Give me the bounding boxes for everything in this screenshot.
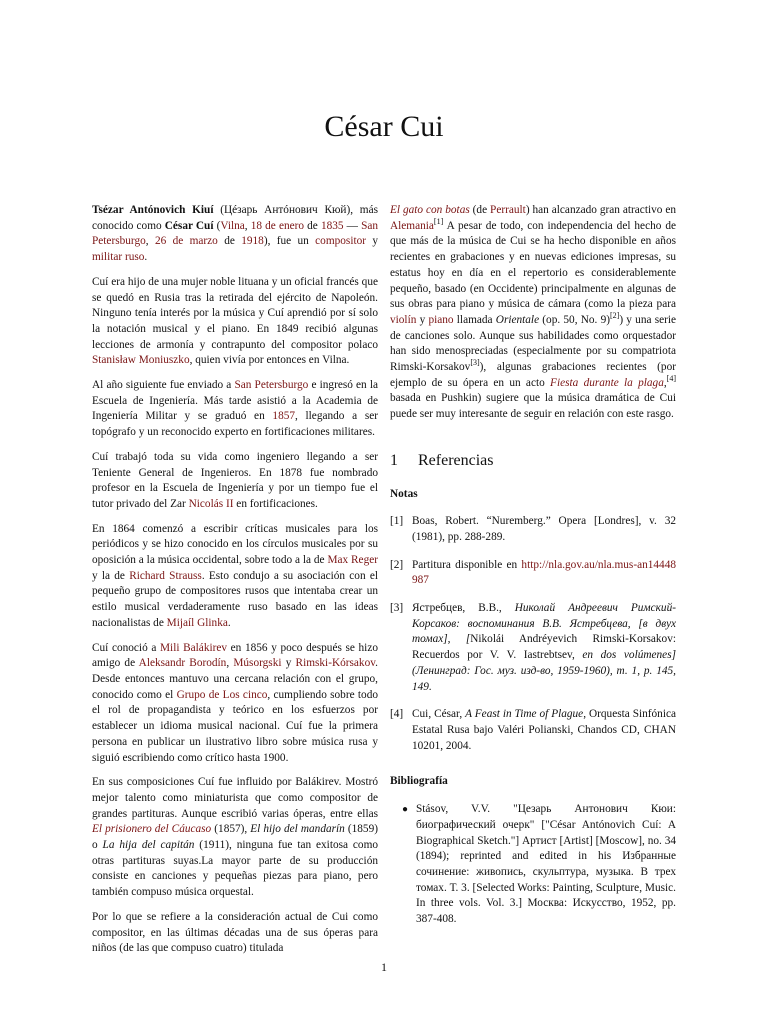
note-item: [4] Cui, César, A Feast in Time of Plague, Orquesta Sinfónica Estatal Rusa bajo Valéri Polianski, Chandos CD, CHAN 10201, 2004.: [390, 708, 676, 752]
link-moniuszko[interactable]: Stanisław Moniuszko: [92, 354, 190, 367]
link-1857[interactable]: 1857: [272, 410, 296, 423]
link-ruso[interactable]: ruso: [124, 251, 145, 264]
section-heading-referencias: 1 Referencias: [390, 451, 494, 469]
link-nla-score[interactable]: http://nla.gov.au/nla.mus-an14448987: [412, 558, 676, 587]
link-violin[interactable]: violín: [390, 313, 417, 326]
link-militar[interactable]: militar: [92, 251, 123, 264]
paragraph: Cuí era hijo de una mujer noble lituana y un oficial francés que se quedó en Rusia tras la retirada del ejército de Napoleón. Ninguno tenía interés por la música y Cuí aprendió por sí solo la notación musical y el piano. En 1849 recibió algunas lecciones de armonía y contrapunto del compositor polaco Stanisław Moniuszko, quien vivía por entonces en Vilna.: [92, 275, 378, 367]
paragraph: Cuí conoció a Mili Balákirev en 1856 y poco después se hizo amigo de Aleksandr Borodín, Músorgski y Rimski-Kórsakov. Desde entonces mantuvo una cercana relación con el grupo, conocido como el Grupo de Los cinco, cumpliendo sobre todo el rol de propagandista y teórico en los esfuerzos por establecer un idioma musical nacional. Cuí fue la primera persona en publicar un ilustrativo libro sobre música rusa y siguió escribiendo como crítico hasta 1900.: [92, 641, 378, 764]
footnote-3[interactable]: [3]: [470, 358, 480, 368]
link-1918[interactable]: 1918: [241, 235, 264, 248]
link-san-petersburgo[interactable]: San Petersburgo: [92, 219, 379, 248]
link-1835[interactable]: 1835: [320, 219, 344, 232]
link-borodin[interactable]: Aleksandr Borodín: [138, 657, 227, 670]
note-item: [1] Boas, Robert. “Nuremberg.” Opera [Londres], v. 32 (1981), pp. 288-289.: [390, 515, 676, 543]
bibliography-item: ● Stásov, V.V. "Цезарь Антонович Кюи: биографический очерк" ["César Antónovich Cuí: A Biographical Sketch."] Артист [Artist] [Moscow], no. 34 (1894); reprinted and edited in his Избранные сочинение: живопись, скульптура, музыка. В трех томах. Т. 3. [Selected Works: Painting, Sculpture, Music. In three vols. Vol. 3.] Москва: Искусство, 1952, pp. 387-408.: [402, 802, 676, 928]
paragraph: Al año siguiente fue enviado a San Petersburgo e ingresó en la Escuela de Ingeniería. Más tarde asistió a la Academia de Ingeniería Militar y se graduó en 1857, llegando a ser topógrafo y un reconocido experto en fortificaciones militares.: [92, 379, 379, 439]
right-column: [390, 203, 676, 928]
link-nicolas-ii[interactable]: Nicolás II: [188, 497, 234, 510]
link-prisionero-caucaso[interactable]: El prisionero del Cáucaso: [92, 823, 212, 836]
footnote-1[interactable]: [1]: [433, 216, 444, 226]
link-piano[interactable]: piano: [428, 313, 454, 326]
link-musorgski[interactable]: Músorgski: [233, 657, 282, 670]
link-compositor[interactable]: compositor: [315, 235, 367, 248]
link-rimski-korsakov[interactable]: Rimski-Kórsakov: [295, 657, 376, 670]
paragraph: En 1864 comenzó a escribir críticas musicales para los periódicos y se hizo conocido en los círculos musicales por su oposición a la música occidental, sobre todo a la de Max Reger y la de Richard Strauss. Esto condujo a su asociación con el pequeño grupo de compositores rusos que intentaba crear un estilo musical verdaderamente ruso basado en las ideas nacionalistas de Mijaíl Glinka.: [92, 522, 378, 629]
notes-heading: Notas: [390, 487, 418, 500]
footnote-4[interactable]: [4]: [666, 373, 676, 383]
bullet-icon: ●: [402, 804, 409, 816]
bibliography-list: [390, 802, 676, 928]
link-perrault[interactable]: Perrault: [490, 204, 526, 216]
left-column: [92, 203, 378, 966]
link-max-reger[interactable]: Max Reger: [327, 554, 378, 567]
link-grupo-los-cinco[interactable]: Grupo de Los cinco: [176, 688, 268, 701]
link-balakirev[interactable]: Mili Balákirev: [160, 641, 228, 654]
note-item: [3] Ястребцев, В.В., Николай Андреевич Римский-Корсаков: воспоминания В.В. Ястребцева, [в двух томах], [Nikolái Andréyevich Rimski-Korsakov: Recuerdos por V. V. Iastrebtsev, en dos volúmenes] (Ленинград: Гос. муз. изд-во, 1959-1960), т. 1, р. 145, 149.: [390, 602, 676, 693]
link-gato-con-botas[interactable]: El gato con botas: [390, 204, 470, 216]
note-item: [2] Partitura disponible en http://nla.gov.au/nla.mus-an14448987: [390, 558, 676, 587]
link-death-date[interactable]: 26 de marzo: [154, 235, 218, 248]
paragraph: Cuí trabajó toda su vida como ingeniero llegando a ser Teniente General de Ingenieros. En 1878 fue nombrado profesor en la Escuela de Ingeniería y por un tiempo fue el tutor privado del Zar Nicolás II en fortificaciones.: [92, 450, 378, 510]
page-number: 1: [381, 960, 387, 974]
paragraph: Por lo que se refiere a la consideración actual de Cui como compositor, en las últimas décadas una de sus óperas para niños (de las que compuso cuatro) titulada: [92, 910, 378, 955]
link-fiesta-plaga[interactable]: Fiesta durante la plaga: [550, 376, 664, 389]
link-glinka[interactable]: Mijaíl Glinka: [166, 616, 228, 629]
link-richard-strauss[interactable]: Richard Strauss: [129, 569, 202, 582]
link-san-petersburgo[interactable]: San Petersburgo: [234, 379, 309, 392]
page-title: César Cui: [324, 110, 444, 143]
bibliography-heading: Bibliografía: [390, 775, 448, 788]
link-vilna[interactable]: Vilna: [220, 219, 245, 232]
intro-paragraph: Tsézar Antónovich Kiuí (Цéзарь Антóнович Кюй), más conocido como César Cuí (Vilna, 18 de enero de 1835 — San Petersburgo, 26 de marzo de 1918), fue un compositor y militar ruso.: [92, 204, 379, 264]
notes-list: [390, 514, 676, 754]
link-alemania[interactable]: Alemania: [390, 219, 434, 232]
paragraph: El gato con botas (de Perrault) han alcanzado gran atractivo en Alemania[1] A pesar de todo, con independencia del hecho de que más de la música de Cui se ha hecho disponible en años recientes en grabaciones y en nuevas ediciones impresas, su estatus hoy en día en el repertorio es considerablemente pequeño, basado (en Occidente) principalmente en algunas de sus obras para piano y música de cámara (como la pieza para violín y piano llamada Orientale (op. 50, No. 9)[2]) y una serie de canciones solo. Aunque sus habilidades como orquestador han sido menospreciadas (especialmente por su compatriota Rimski-Korsakov[3]), algunas grabaciones recientes (por ejemplo de su ópera en un acto Fiesta durante la plaga,[4] basada en Pushkin) sugiere que la música dramática de Cui puede ser muy interesante de seguir en relación con este rasgo.: [390, 204, 677, 421]
link-birth-date[interactable]: 18 de enero: [250, 219, 305, 232]
footnote-2[interactable]: [2]: [610, 311, 620, 321]
paragraph: En sus composiciones Cuí fue influido por Balákirev. Mostró mejor talento como miniaturista que como compositor de grandes partituras. Aunque escribió varias óperas, entre ellas El prisionero del Cáucaso (1857), El hijo del mandarín (1859) o La hija del capitán (1911), ninguna fue tan exitosa como otras partituras suyas.La mayor parte de su producción consiste en canciones y pequeñas piezas para piano, pero también compuso música orquestal.: [92, 776, 379, 899]
